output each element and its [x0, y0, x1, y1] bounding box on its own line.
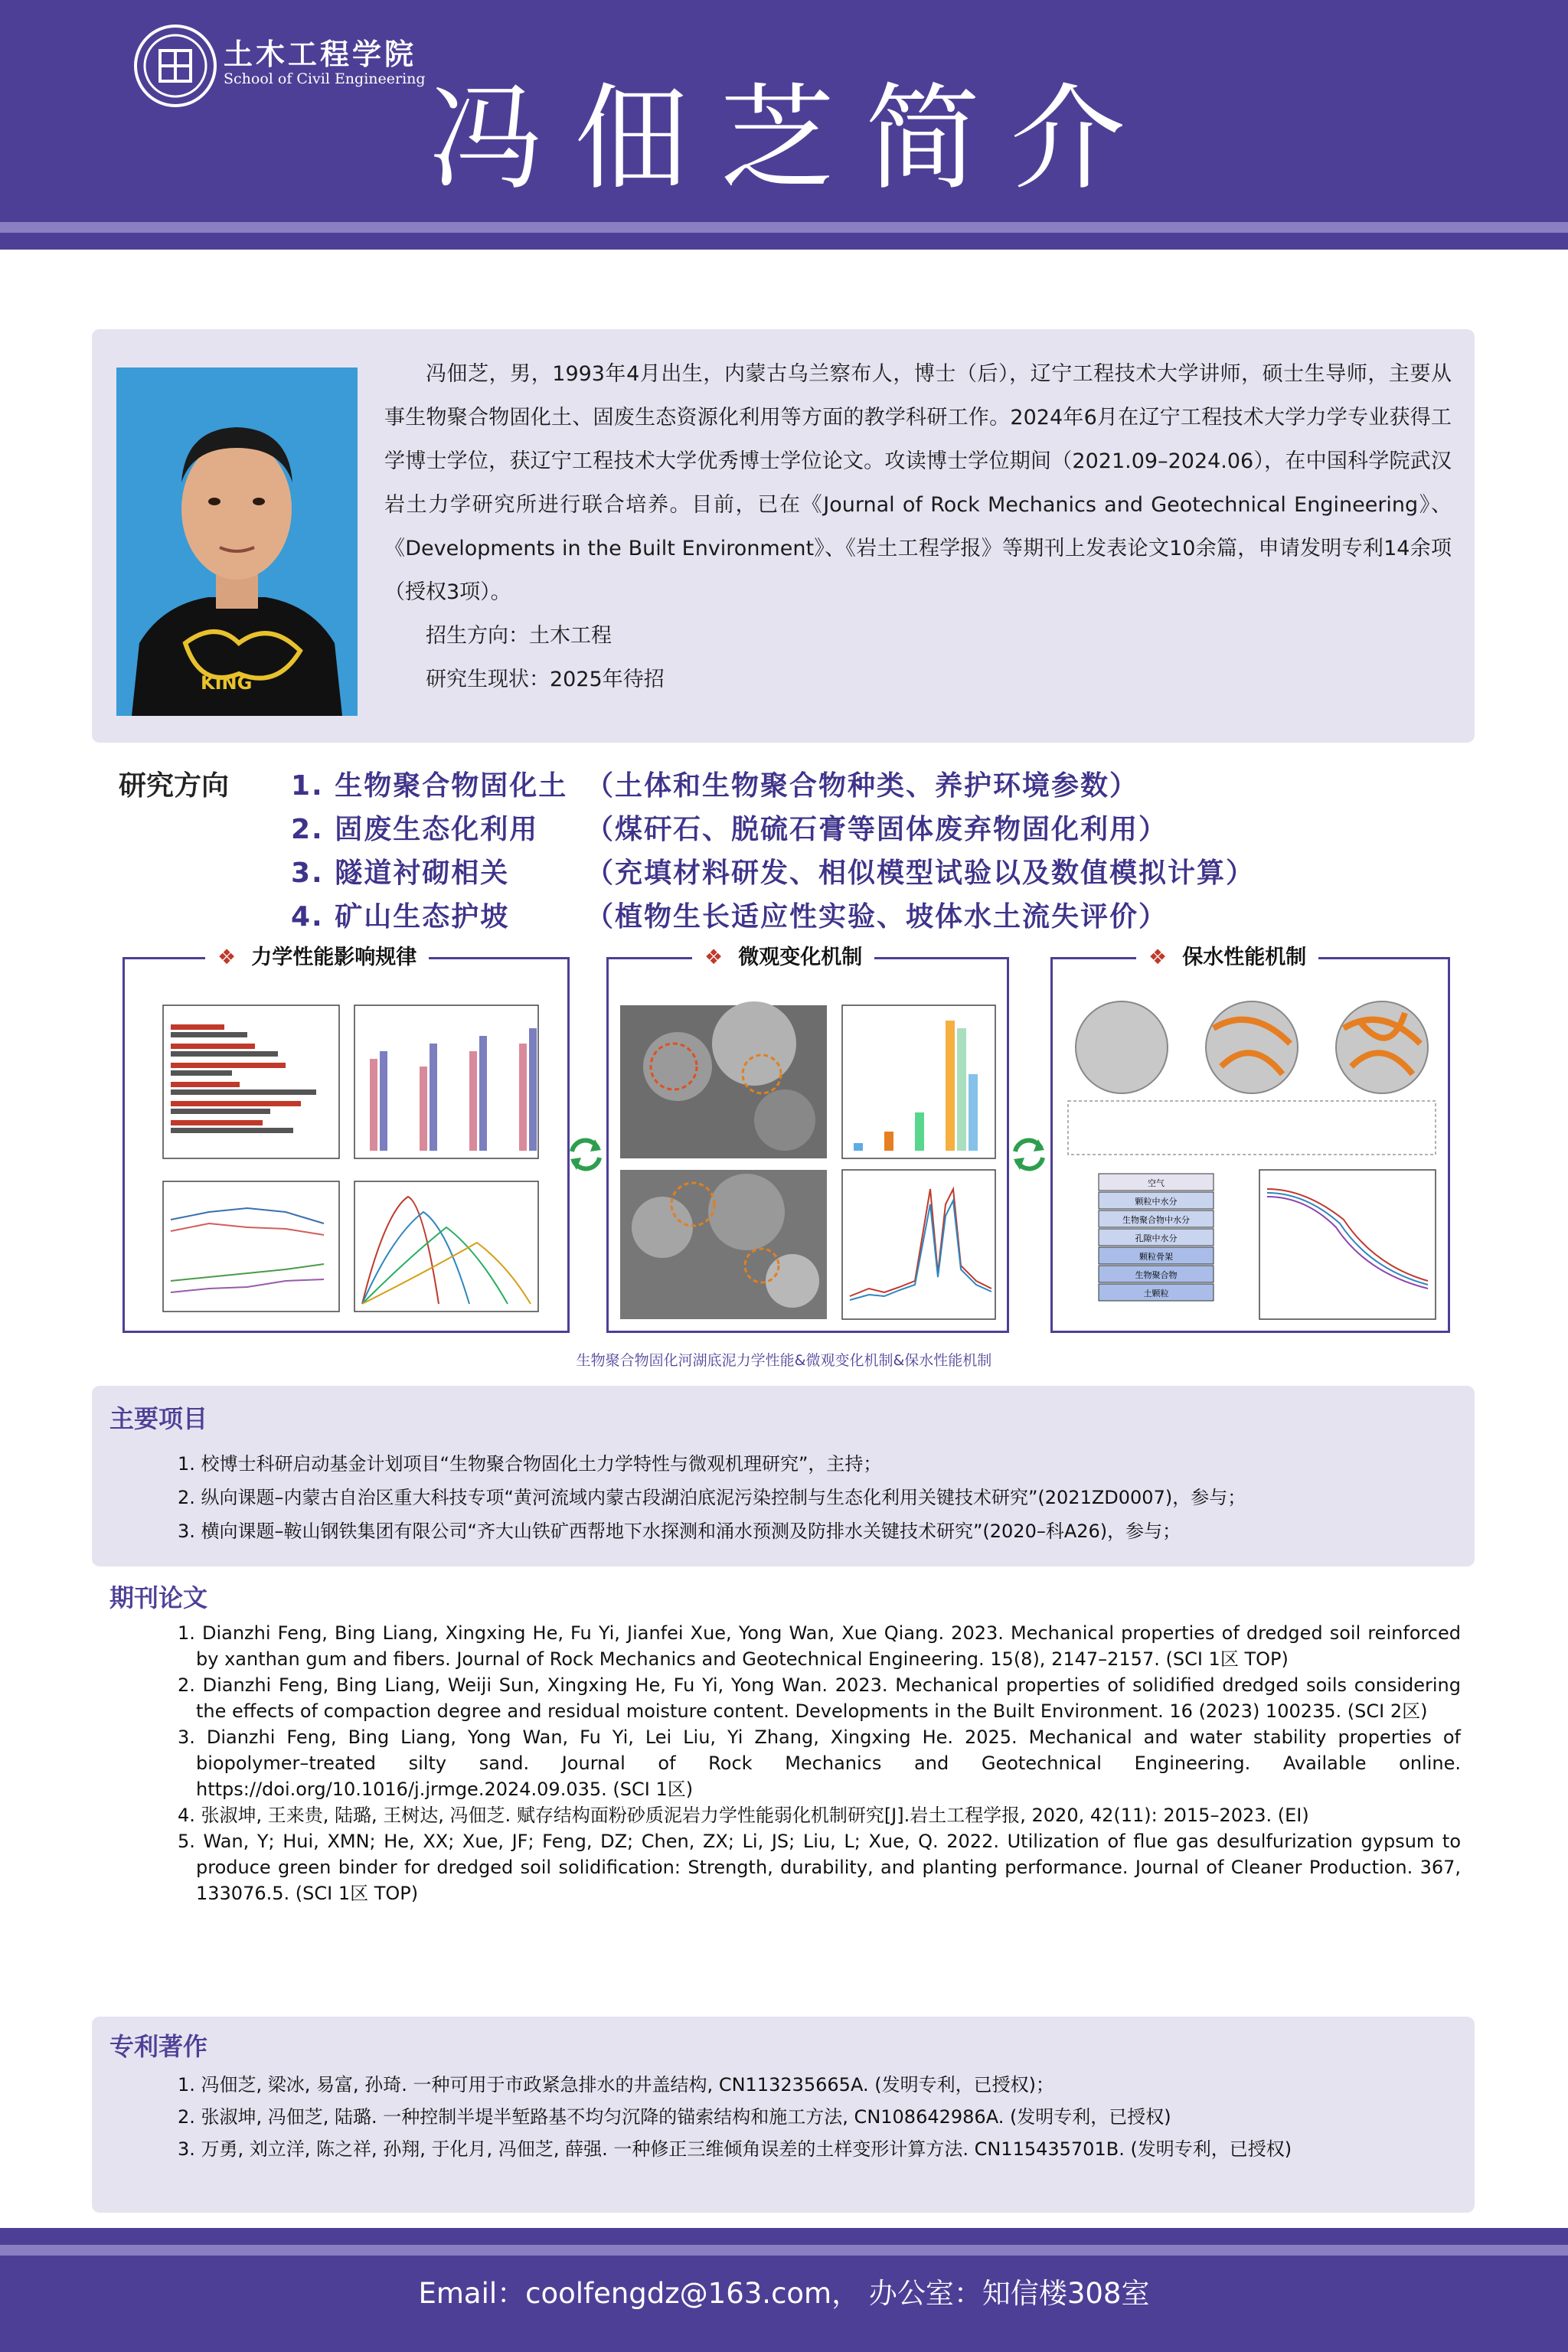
figure-caption: 生物聚合物固化河湖底泥力学性能&微观变化机制&保水性能机制	[576, 1352, 992, 1369]
bio-text	[384, 352, 1452, 701]
profile-photo	[116, 368, 358, 716]
school-name-cn: 土木工程学院	[224, 37, 417, 71]
school-name-en: School of Civil Engineering	[224, 70, 426, 87]
research-item: 3. 隧道衬砌相关 （充填材料研发、相似模型试验以及数值模拟计算）	[291, 858, 1256, 889]
star-icon: ❖	[704, 946, 724, 969]
patents-title: 专利著作	[109, 2032, 208, 2061]
water-thumbnails	[1053, 959, 1448, 1331]
page-title: 冯佃芝简介	[429, 73, 1157, 206]
portrait-illustration	[116, 368, 358, 716]
paper-item: 1. Dianzhi Feng, Bing Liang, Xingxing He, Fu Yi, Jianfei Xue, Yong Wan, Xue Qiang. 2023. Mechanical properties of dredged soil reinforced by xanthan gum and fibers. Journal of Rock Mechanics and Geotechnical Engineering. 15(8), 2147–2157. (SCI 1区 TOP)	[178, 1622, 1461, 1670]
figure-panel-water	[1050, 957, 1450, 1333]
research-label: 研究方向	[119, 770, 230, 802]
project-item: 1. 校博士科研启动基金计划项目“生物聚合物固化土力学特性与微观机理研究”，主持；	[178, 1453, 882, 1475]
footer-stripe	[0, 2228, 1568, 2245]
papers-title: 期刊论文	[109, 1583, 208, 1612]
research-item: 2. 固废生态化利用 （煤矸石、脱硫石膏等固体废弃物固化利用）	[291, 814, 1168, 845]
patent-item: 3. 万勇, 刘立洋, 陈之祥, 孙翔, 于化月, 冯佃芝, 薛强. 一种修正三维倾角误差的土样变形计算方法. CN115435701B. (发明专利，已授权)	[178, 2138, 1292, 2160]
project-item: 3. 横向课题–鞍山钢铁集团有限公司“齐大山铁矿西帮地下水探测和涌水预测及防排水关键技术研究”(2020–科A26)，参与；	[178, 1521, 1181, 1542]
header-stripe	[0, 233, 1568, 250]
paper-item: 3. Dianzhi Feng, Bing Liang, Yong Wan, Fu Yi, Lei Liu, Yi Zhang, Xingxing He. 2025. Mechanical and water stability properties of biopolymer–treated silty sand. Journal of Rock Mechanics and Geotechnical Engineering. Available online. https://doi.org/10.1016/j.jrmge.2024.09.035. (SCI 1区)	[178, 1726, 1461, 1800]
patent-item: 1. 冯佃芝, 梁冰, 易富, 孙琦. 一种可用于市政紧急排水的井盖结构, CN113235665A. (发明专利，已授权)；	[178, 2074, 1054, 2096]
paper-item: 2. Dianzhi Feng, Bing Liang, Weiji Sun, Xingxing He, Fu Yi, Yong Wan. 2023. Mechanical properties of solidified dredged soils considering the effects of compaction degree and residual moisture content. Developments in the Built Environment. 16 (2023) 100235. (SCI 2区)	[178, 1674, 1461, 1722]
cycle-arrows-icon	[1008, 1133, 1050, 1176]
mechanics-thumbnails	[125, 959, 567, 1331]
project-item: 2. 纵向课题–内蒙古自治区重大科技专项“黄河流域内蒙古段湖泊底泥污染控制与生态化利用关键技术研究”(2021ZD0007)，参与；	[178, 1487, 1246, 1508]
diagram-label: 颗粒中水分	[1135, 1197, 1178, 1207]
paper-item: 5. Wan, Y; Hui, XMN; He, XX; Xue, JF; Feng, DZ; Chen, ZX; Li, JS; Liu, L; Xue, Q. 2022. Utilization of flue gas desulfurization gypsum to produce green binder for dredged soil solidification: Strength, durability, and planting performance. Journal of Cleaner Production. 367, 133076.5. (SCI 1区 TOP)	[178, 1831, 1461, 1904]
student-status: 研究生现状：2025年待招	[426, 668, 665, 691]
figure-title-water: ❖ 保水性能机制	[1136, 940, 1318, 970]
shirt-text: KING	[201, 672, 253, 694]
water-diagram-stack	[1099, 1174, 1214, 1301]
diagram-label: 土颗粒	[1143, 1289, 1169, 1298]
star-icon: ❖	[1148, 946, 1168, 969]
bio-paragraph: 冯佃芝，男，1993年4月出生，内蒙古乌兰察布人，博士（后），辽宁工程技术大学讲师，硕士生导师，主要从事生物聚合物固化土、固废生态资源化利用等方面的教学科研工作。2024年6月在辽宁工程技术大学力学专业获得工学博士学位，获辽宁工程技术大学优秀博士学位论文。攻读博士学位期间（2021.09–2024.06），在中国科学院武汉岩土力学研究所进行联合培养。目前，已在《Journal of Rock Mechanics and Geotechnical Engineering》、《Developments in the Built Environment》、《岩土工程学报》等期刊上发表论文10余篇，申请发明专利14余项（授权3项）。	[384, 362, 1452, 604]
micro-thumbnails	[609, 959, 1007, 1331]
diagram-label: 空气	[1148, 1178, 1165, 1188]
figure-panel-micro	[606, 957, 1009, 1333]
research-item: 1. 生物聚合物固化土 （土体和生物聚合物种类、养护环境参数）	[291, 770, 1139, 802]
footer-stripe	[0, 2245, 1568, 2256]
enroll-direction: 招生方向：土木工程	[426, 624, 612, 648]
school-logo-icon	[134, 24, 217, 107]
papers-list	[178, 1620, 1461, 1906]
projects-title: 主要项目	[109, 1404, 208, 1433]
star-icon: ❖	[217, 946, 237, 969]
header-stripe	[0, 222, 1568, 233]
cycle-arrows-icon	[564, 1133, 607, 1176]
figure-title-micro: ❖ 微观变化机制	[692, 940, 874, 970]
contact-info: Email：coolfengdz@163.com， 办公室：知信楼308室	[418, 2277, 1150, 2310]
diagram-label: 孔隙中水分	[1135, 1233, 1178, 1243]
figure-title-mechanics: ❖ 力学性能影响规律	[205, 940, 429, 970]
patent-item: 2. 张淑坤, 冯佃芝, 陆璐. 一种控制半堤半堑路基不均匀沉降的锚索结构和施工方法, CN108642986A. (发明专利，已授权)	[178, 2106, 1171, 2128]
diagram-label: 生物聚合物中水分	[1122, 1215, 1190, 1225]
research-item: 4. 矿山生态护坡 （植物生长适应性实验、坡体水土流失评价）	[291, 901, 1168, 933]
diagram-label: 生物聚合物	[1135, 1270, 1178, 1280]
patents-list	[178, 2069, 1452, 2165]
figure-panel-mechanics	[122, 957, 570, 1333]
paper-item: 4. 张淑坤, 王来贵, 陆璐, 王树达, 冯佃芝. 赋存结构面粉砂质泥岩力学性能弱化机制研究[J].岩土工程学报, 2020, 42(11): 2015–2023. (EI)	[178, 1805, 1309, 1826]
diagram-label: 颗粒骨架	[1139, 1252, 1173, 1262]
projects-list	[178, 1447, 1464, 1548]
